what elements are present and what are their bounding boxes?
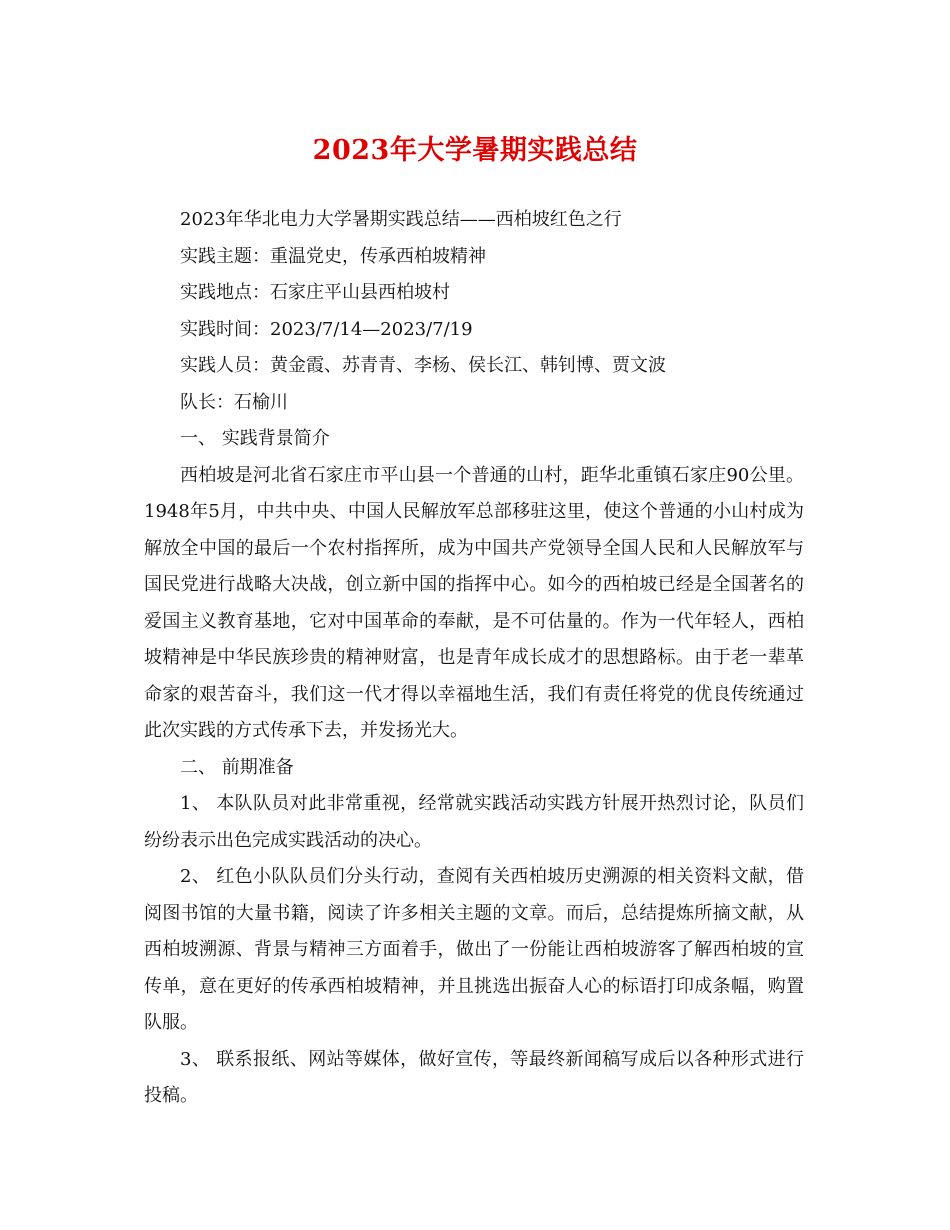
document-body — [144, 202, 804, 1115]
paragraph-prep-3: 3、 联系报纸、网站等媒体，做好宣传，等最终新闻稿写成后以各种形式进行投稿。 — [144, 1048, 804, 1106]
paragraph-time: 实践时间：2023/7/14—2023/7/19 — [180, 318, 473, 340]
section-heading-background: 一、 实践背景简介 — [180, 428, 330, 449]
paragraph-prep-2: 2、 红色小队队员们分头行动，查阅有关西柏坡历史溯源的相关资料文献，借阅图书馆的大量书籍，阅读了许多相关主题的文章。而后，总结提炼所摘文献，从西柏坡溯源、背景与精神三方面着手，做出了一份能让西柏坡游客了解西柏坡的宣传单，意在更好的传承西柏坡精神，并且挑选出振奋人心的标语打印成条幅，购置队服。 — [144, 866, 804, 1033]
paragraph-prep-1: 1、 本队队员对此非常重视，经常就实践活动实践方针展开热烈讨论，队员们纷纷表示出色完成实践活动的决心。 — [144, 793, 804, 851]
paragraph-leader: 队长：石榆川 — [180, 391, 288, 413]
paragraph-location: 实践地点：石家庄平山县西柏坡村 — [180, 282, 450, 303]
section-heading-preparation: 二、 前期准备 — [180, 756, 294, 778]
paragraph-subtitle: 2023年华北电力大学暑期实践总结——西柏坡红色之行 — [180, 209, 622, 230]
paragraph-background: 西柏坡是河北省石家庄市平山县一个普通的山村，距华北重镇石家庄90公里。1948年5月，中共中央、中国人民解放军总部移驻这里，使这个普通的小山村成为解放全中国的最后一个农村指挥所，成为中国共产党领导全国人民和人民解放军与国民党进行战略大决战，创立新中国的指挥中心。如今的西柏坡已经是全国著名的爱国主义教育基地，它对中国革命的奉献，是不可估量的。作为一代年轻人，西柏坡精神是中华民族珍贵的精神财富，也是青年成长成才的思想路标。由于老一辈革命家的艰苦奋斗，我们这一代才得以幸福地生活，我们有责任将党的优良传统通过此次实践的方式传承下去，并发扬光大。 — [144, 464, 804, 741]
paragraph-members: 实践人员：黄金霞、苏青青、李杨、侯长江、韩钊博、贾文波 — [180, 355, 666, 376]
paragraph-theme: 实践主题：重温党史，传承西柏坡精神 — [180, 245, 486, 267]
document-title: 2023年大学暑期实践总结 — [312, 135, 638, 166]
